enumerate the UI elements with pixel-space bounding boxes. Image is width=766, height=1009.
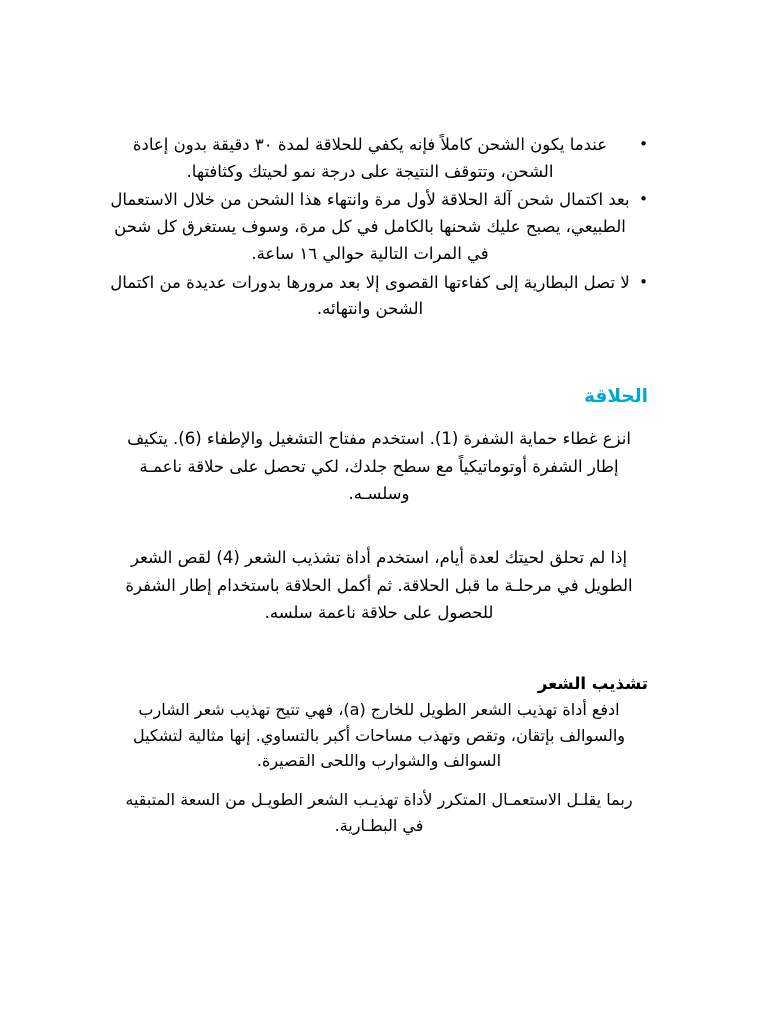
trimmer-paragraph-1: ادفع أداة تهذيب الشعر الطويل للخارج (a)، فهي تتيح تهذيب شعر الشارب والسوالف بإتقان، وتقص وتهذب مساحات أكبر بالتساوي. إنها مثالية لتشكيل السوالف والشوارب واللحى القصيرة. (132, 700, 626, 771)
shaving-paragraph-1: انزع غطاء حماية الشفرة (1). استخدم مفتاح التشغيل والإطفاء (6). يتكيف إطار الشفرة أوتوماتيكياً مع سطح جلدك، لكي تحصل على حلاقة ناعمـة وسلسـه. (127, 428, 631, 504)
list-item: • لا تصل البطارية إلى كفاءتها القصوى إلا بعد مرورها بدورات عديدة من اكتمال الشحن وانتهائه. (110, 270, 648, 323)
spacer (110, 627, 648, 649)
spacer (110, 649, 648, 671)
spacer (110, 325, 648, 383)
charging-notes-list (110, 132, 648, 323)
section-heading-shaving: الحلاقة (583, 386, 648, 408)
spacer (110, 411, 648, 425)
spacer (110, 508, 648, 530)
list-item: • عندما يكون الشحن كاملاً فإنه يكفي للحلاقة لمدة ٣٠ دقيقة بدون إعادة الشحن، وتتوقف النتيجة على درجة نمو لحيتك وكثافتها. (110, 132, 648, 185)
section-heading-trimmer: تشذيب الشعر (537, 674, 648, 694)
spacer (110, 530, 648, 544)
shaving-paragraph-2: إذا لم تحلق لحيتك لعدة أيام، استخدم أداة تشذيب الشعر (4) لقص الشعر الطويل في مرحلـة ما قبل الحلاقة. ثم أكمل الحلاقة باستخدام إطار الشفرة للحصول على حلاقة ناعمة سلسه. (125, 547, 633, 623)
trimmer-paragraph-2: ربما يقلـل الاستعمـال المتكرر لأداة تهذيـب الشعر الطويـل من السعة المتبقيه في البطـارية. (125, 790, 633, 835)
list-item: • بعد اكتمال شحن آلة الحلاقة لأول مرة وانتهاء هذا الشحن من خلال الاستعمال الطبيعي، يصبح عليك شحنها بالكامل في كل مرة، وسوف يستغرق كل شحن في المرات التالية حوالي ١٦ ساعة. (110, 187, 648, 267)
spacer (110, 773, 648, 787)
